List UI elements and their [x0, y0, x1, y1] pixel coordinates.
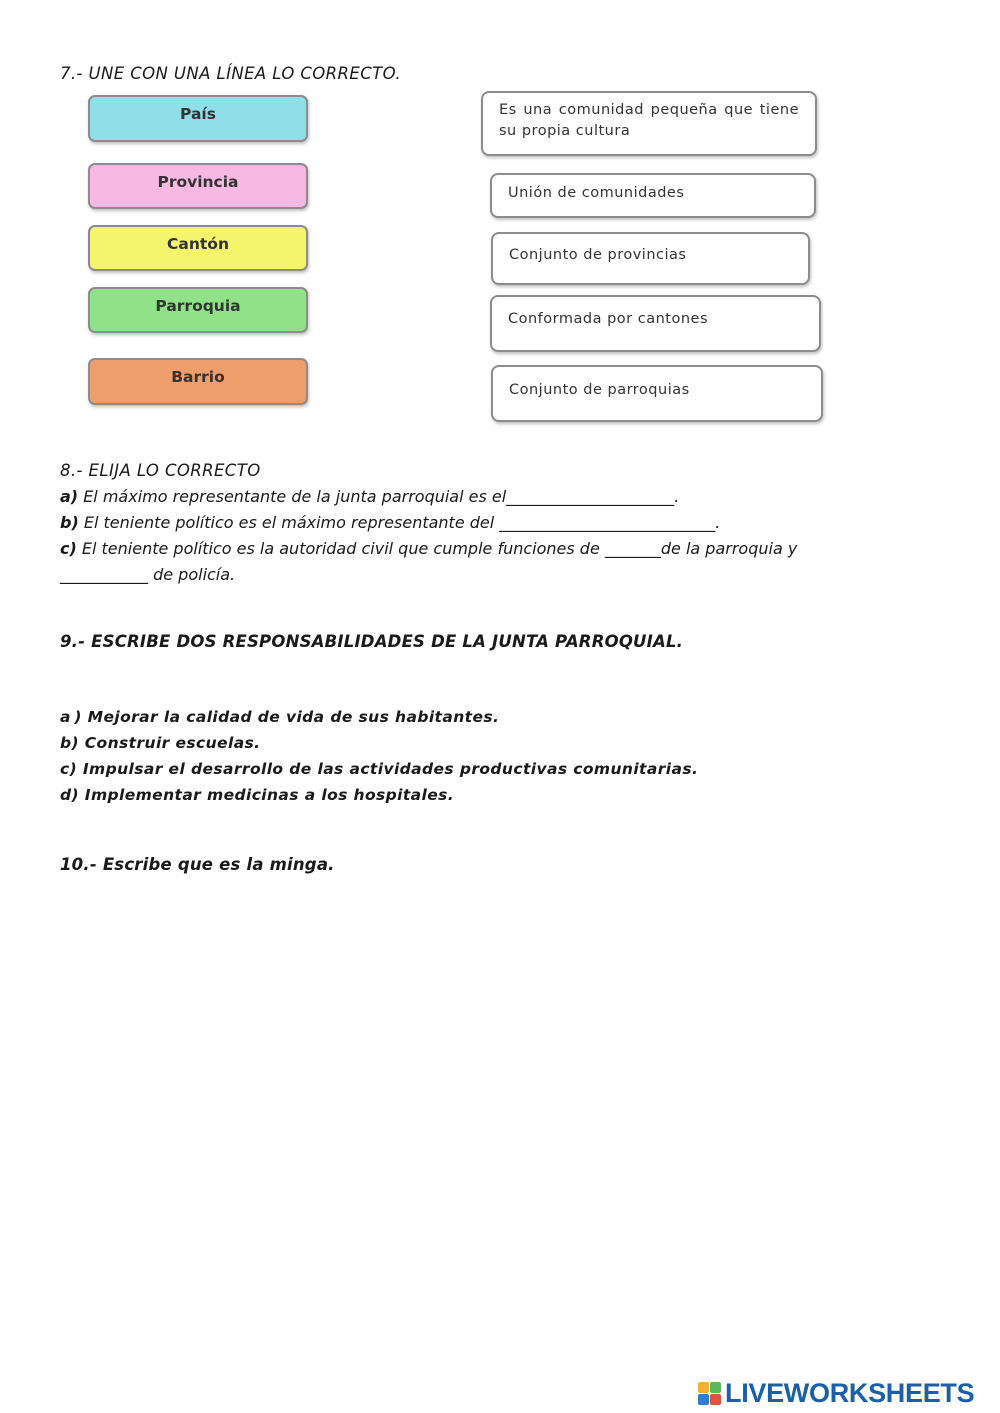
term-label: País: [180, 105, 216, 123]
definition-text: Conjunto de provincias: [509, 247, 687, 263]
term-label: Provincia: [157, 173, 239, 191]
term-label: Parroquia: [155, 297, 241, 315]
q8-item-c-continuation[interactable]: ___________ de policía.: [60, 565, 236, 584]
q8-item-letter: a): [60, 487, 79, 506]
q10-heading: 10.- Escribe que es la minga.: [60, 855, 335, 874]
term-box-pais[interactable]: [88, 95, 308, 142]
term-box-canton[interactable]: [88, 225, 308, 271]
definition-text: Conformada por cantones: [508, 311, 708, 327]
liveworksheets-logo-icon: [698, 1382, 721, 1405]
definition-text: Unión de comunidades: [508, 185, 685, 201]
definition-text: Es una comunidad pequeña que tiene su propia cultura: [499, 102, 799, 139]
q7-heading: 7.- UNE CON UNA LÍNEA LO CORRECTO.: [60, 64, 401, 83]
term-box-parroquia[interactable]: [88, 287, 308, 333]
logo-square: [698, 1394, 709, 1405]
q8-item-text: El teniente político es la autoridad civil que cumple funciones de _______de la parroquia y: [76, 539, 798, 558]
liveworksheets-logo[interactable]: [698, 1378, 974, 1409]
q8-item-letter: b): [60, 513, 79, 532]
term-box-provincia[interactable]: [88, 163, 308, 209]
q9-answer-c: c) Impulsar el desarrollo de las actividades productivas comunitarias.: [60, 760, 699, 778]
q8-heading: 8.- ELIJA LO CORRECTO: [60, 461, 261, 480]
logo-square: [710, 1382, 721, 1393]
definition-box-3[interactable]: [491, 232, 810, 285]
q8-item-c[interactable]: [60, 539, 797, 558]
term-label: Barrio: [171, 368, 225, 386]
q9-heading: 9.- ESCRIBE DOS RESPONSABILIDADES DE LA JUNTA PARROQUIAL.: [60, 632, 684, 651]
q9-answer-d: d) Implementar medicinas a los hospitales.: [60, 786, 455, 804]
q8-item-letter: c): [60, 539, 77, 558]
liveworksheets-logo-text: LIVEWORKSHEETS: [725, 1378, 975, 1408]
q9-answer-b: b) Construir escuelas.: [60, 734, 261, 752]
q8-item-text: El máximo representante de la junta parroquial es el_____________________.: [78, 487, 680, 506]
q9-answer-a: a ) Mejorar la calidad de vida de sus habitantes.: [60, 708, 500, 726]
logo-square: [698, 1382, 709, 1393]
q8-item-text: El teniente político es el máximo representante del ___________________________.: [78, 513, 721, 532]
definition-box-5[interactable]: [491, 365, 823, 422]
definition-box-2[interactable]: [490, 173, 816, 218]
logo-square: [710, 1394, 721, 1405]
term-box-barrio[interactable]: [88, 358, 308, 405]
q8-item-a[interactable]: [60, 487, 679, 506]
definition-box-1[interactable]: [481, 91, 817, 156]
q8-item-b[interactable]: [60, 513, 720, 532]
definition-text: Conjunto de parroquias: [509, 382, 690, 398]
definition-box-4[interactable]: [490, 295, 821, 352]
term-label: Cantón: [167, 235, 229, 253]
